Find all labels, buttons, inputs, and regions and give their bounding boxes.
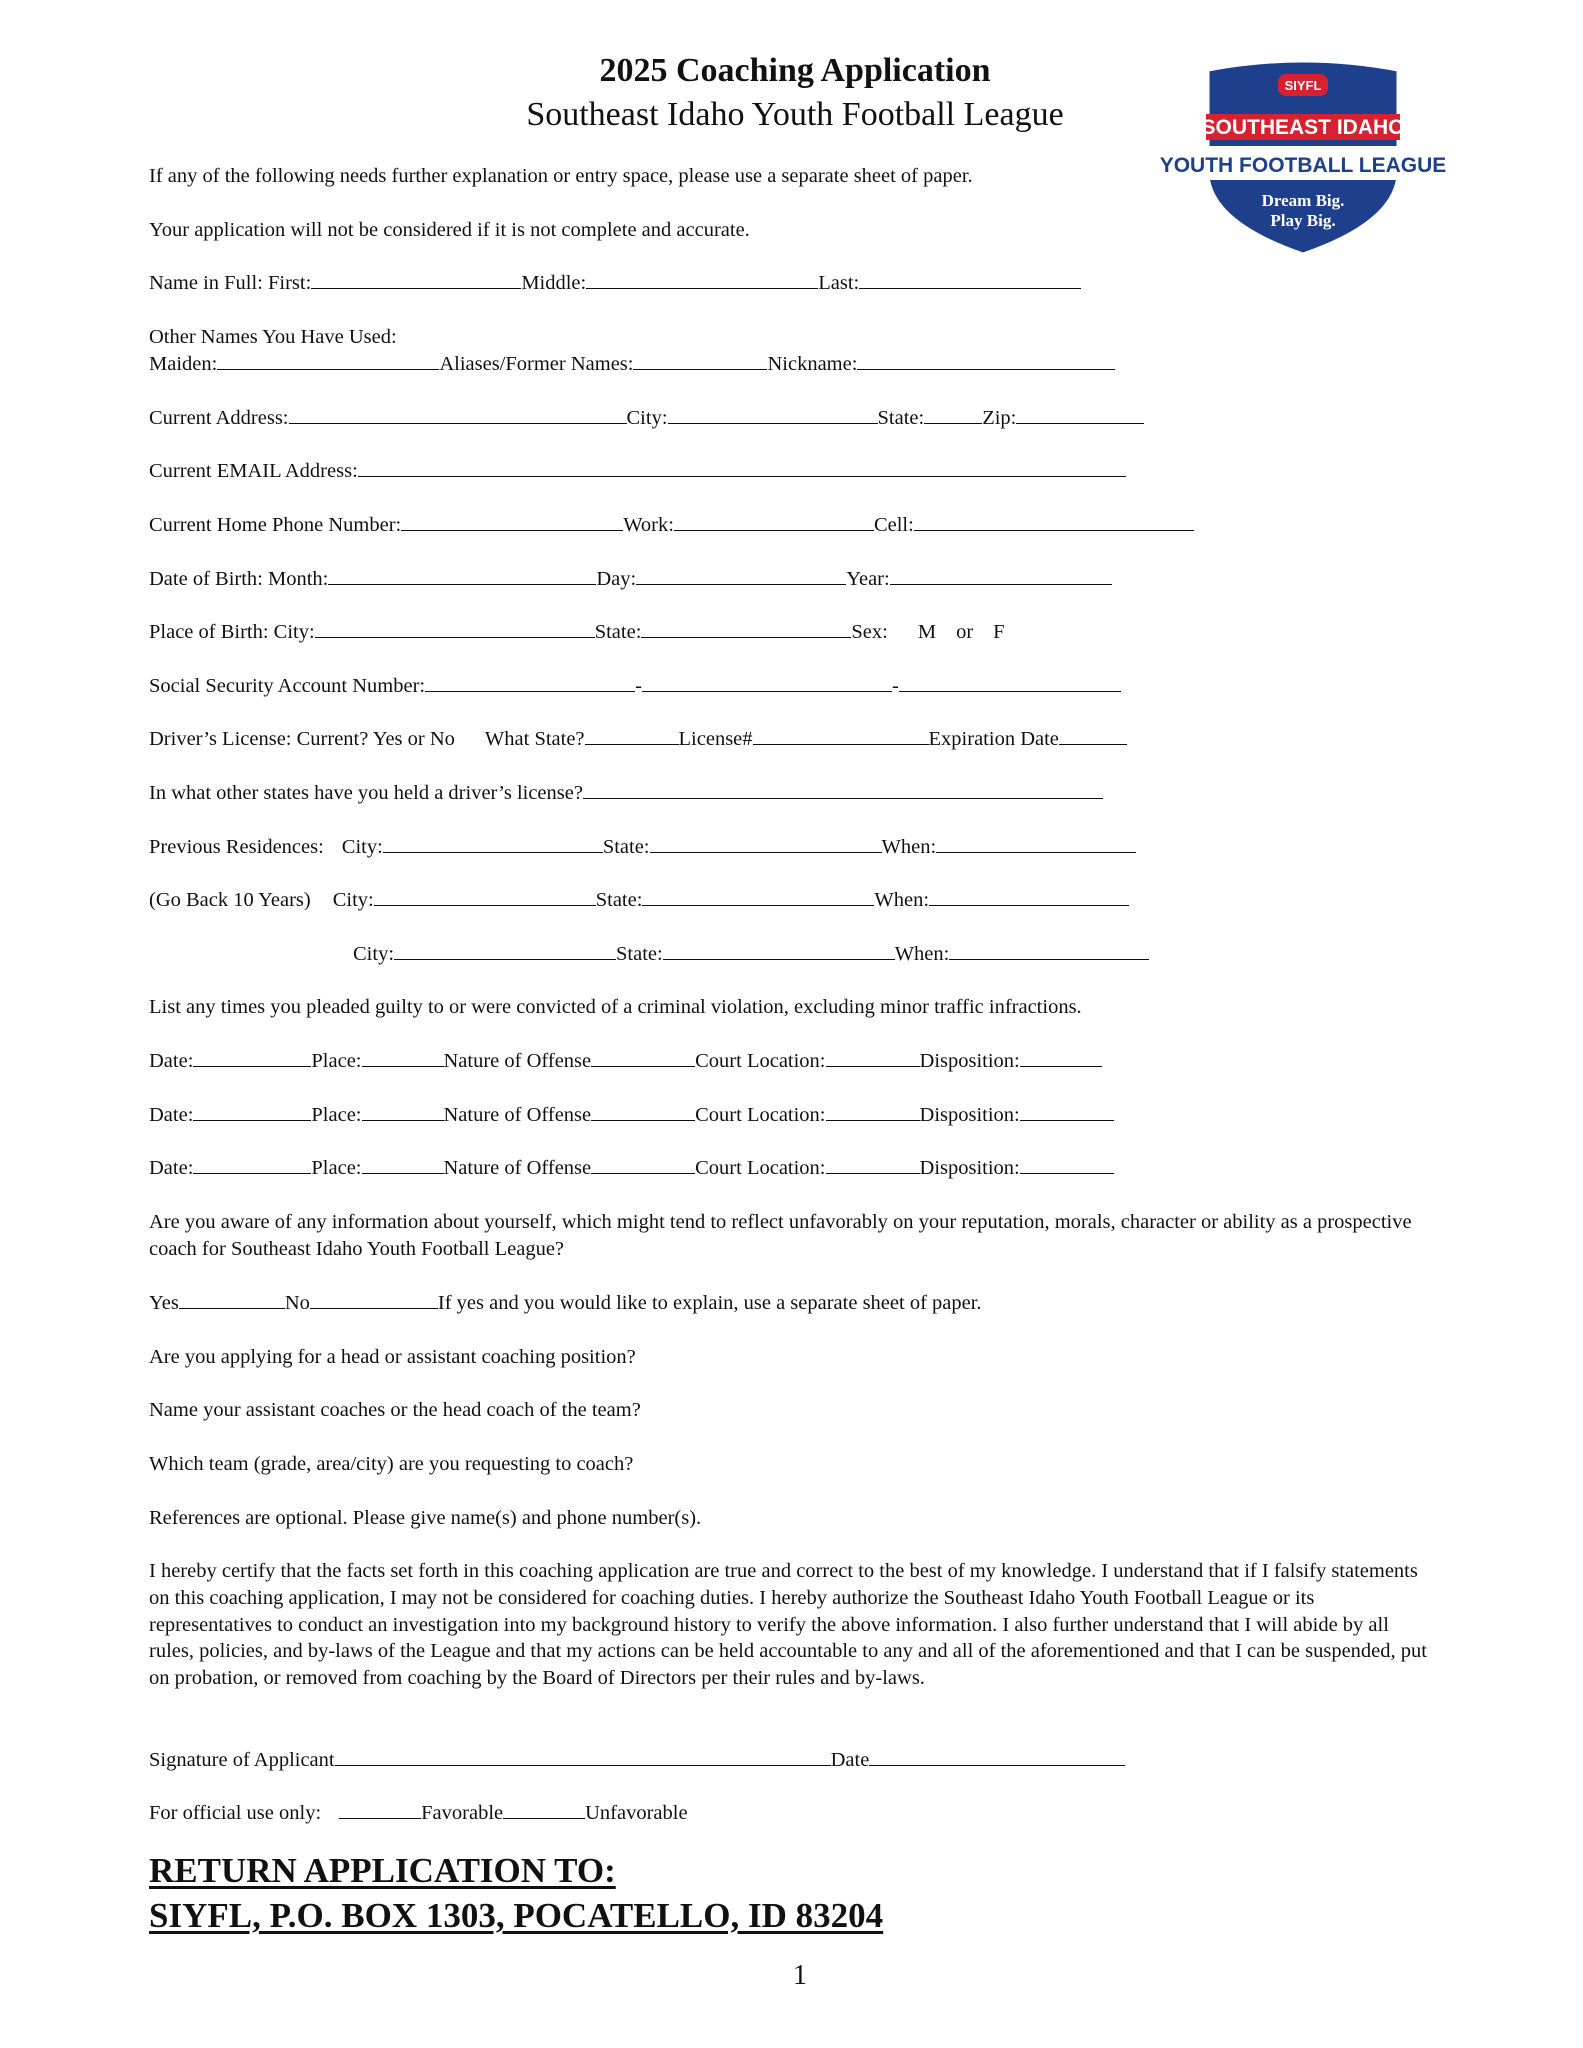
home-phone-field[interactable] [401, 512, 623, 531]
pob-state-field[interactable] [641, 619, 851, 638]
signature-date-label: Date [830, 1749, 870, 1771]
ssn-part3-field[interactable] [899, 673, 1121, 692]
pob-row [149, 619, 1005, 645]
residence-state-label-3: State: [616, 943, 663, 965]
signature-row [149, 1747, 1125, 1773]
page-subtitle: Southeast Idaho Youth Football League [526, 96, 1064, 133]
offense-place-label-2: Place: [311, 1104, 362, 1126]
residence-state-label-1: State: [602, 836, 650, 858]
ssn-dash-2: - [891, 675, 899, 697]
go-back-label: (Go Back 10 Years) [149, 889, 311, 911]
address-row [149, 405, 1144, 431]
residence-city-label-3: City: [353, 943, 395, 965]
nickname-label: Nickname: [767, 353, 858, 375]
maiden-field[interactable] [217, 351, 439, 370]
ssn-row [149, 673, 1121, 699]
other-states-row [149, 780, 1103, 806]
siyfl-logo [1159, 58, 1447, 258]
offense-date-field-2[interactable] [193, 1102, 311, 1121]
work-phone-label: Work: [623, 514, 674, 536]
maiden-label: Maiden: [149, 353, 218, 375]
criminal-prompt: List any times you pleaded guilty to or were convicted of a criminal violation, excluding minor traffic infractions. [149, 996, 1082, 1018]
middle-name-label: Middle: [521, 272, 587, 294]
offense-disposition-label-3: Disposition: [919, 1157, 1020, 1179]
sex-or: or [956, 621, 974, 643]
residence-when-field-3[interactable] [949, 941, 1149, 960]
page-title: 2025 Coaching Application [599, 52, 991, 89]
state-label: State: [877, 407, 925, 429]
offense-row-2 [149, 1102, 1114, 1128]
residence-row-2 [149, 887, 1129, 913]
signature-date-field[interactable] [869, 1747, 1125, 1766]
position-question: Are you applying for a head or assistant coaching position? [149, 1346, 636, 1368]
city-field[interactable] [668, 405, 878, 424]
offense-place-field-2[interactable] [362, 1102, 444, 1121]
residence-city-field-3[interactable] [394, 941, 616, 960]
work-phone-field[interactable] [674, 512, 874, 531]
offense-nature-field-2[interactable] [591, 1102, 695, 1121]
aware-answer-row [149, 1290, 982, 1316]
name-row [149, 270, 1081, 296]
address-field[interactable] [289, 405, 627, 424]
offense-disposition-label-2: Disposition: [919, 1104, 1020, 1126]
dob-month-field[interactable] [328, 566, 596, 585]
dob-row [149, 566, 1112, 592]
return-heading: RETURN APPLICATION TO: [149, 1851, 616, 1890]
offense-court-label-1: Court Location: [695, 1050, 826, 1072]
ssn-part1-field[interactable] [425, 673, 635, 692]
aware-no-label: No [284, 1292, 310, 1314]
dob-year-field[interactable] [890, 566, 1112, 585]
residence-when-label-2: When: [874, 889, 930, 911]
license-expiration-label: Expiration Date [928, 728, 1059, 750]
license-number-field[interactable] [753, 726, 929, 745]
nickname-field[interactable] [857, 351, 1115, 370]
ssn-part2-field[interactable] [642, 673, 892, 692]
phone-row [149, 512, 1194, 538]
favorable-field[interactable] [339, 1800, 421, 1819]
residence-city-label-2: City: [332, 889, 374, 911]
license-state-field[interactable] [585, 726, 679, 745]
middle-name-field[interactable] [586, 270, 818, 289]
residence-when-field-1[interactable] [936, 834, 1136, 853]
offense-date-field-1[interactable] [193, 1048, 311, 1067]
residence-row-3 [353, 941, 1149, 967]
logo-banner-text: SOUTHEAST IDAHO [1201, 116, 1405, 139]
dob-year-label: Year: [846, 568, 890, 590]
license-state-label: What State? [484, 728, 585, 750]
ssn-dash-1: - [635, 675, 642, 697]
prev-residences-label: Previous Residences: [149, 836, 324, 858]
intro-note-2: Your application will not be considered if it is not complete and accurate. [149, 219, 750, 241]
logo-slogan-line2: Play Big. [1270, 211, 1336, 230]
offense-nature-label-1: Nature of Offense [443, 1050, 592, 1072]
sex-label: Sex: [851, 621, 888, 643]
state-field[interactable] [924, 405, 982, 424]
aware-question: Are you aware of any information about yourself, which might tend to reflect unfavorably on your reputation, morals, character or ability as a prospective coach for Southeast Idaho Youth Football League? [149, 1211, 1412, 1260]
dob-day-field[interactable] [636, 566, 846, 585]
coaches-question: Name your assistant coaches or the head coach of the team? [149, 1399, 641, 1421]
aware-explain-text: If yes and you would like to explain, use a separate sheet of paper. [437, 1292, 982, 1314]
residence-state-field-3[interactable] [663, 941, 895, 960]
other-names-label: Other Names You Have Used: [149, 326, 397, 348]
dob-day-label: Day: [596, 568, 637, 590]
offense-place-label-3: Place: [311, 1157, 362, 1179]
page-number: 1 [793, 1960, 807, 1991]
residence-when-label-1: When: [881, 836, 937, 858]
email-label: Current EMAIL Address: [149, 460, 358, 482]
offense-court-label-2: Court Location: [695, 1104, 826, 1126]
team-question: Which team (grade, area/city) are you requesting to coach? [149, 1453, 634, 1475]
home-phone-label: Current Home Phone Number: [149, 514, 402, 536]
residence-when-label-3: When: [894, 943, 950, 965]
intro-note-1: If any of the following needs further explanation or entry space, please use a separate sheet of paper. [149, 165, 973, 187]
cell-phone-label: Cell: [873, 514, 914, 536]
pob-state-label: State: [594, 621, 642, 643]
offense-court-field-2[interactable] [826, 1102, 920, 1121]
references-question: References are optional. Please give name(s) and phone number(s). [149, 1507, 702, 1529]
aliases-label: Aliases/Former Names: [439, 353, 634, 375]
first-name-field[interactable] [311, 270, 521, 289]
offense-date-label-2: Date: [149, 1104, 194, 1126]
pob-city-label: Place of Birth: City: [149, 621, 315, 643]
offense-court-field-1[interactable] [826, 1048, 920, 1067]
offense-nature-field-3[interactable] [591, 1155, 695, 1174]
offense-place-label-1: Place: [311, 1050, 362, 1072]
other-names-row [149, 351, 1115, 377]
offense-place-field-3[interactable] [362, 1155, 444, 1174]
other-states-field[interactable] [583, 780, 1103, 799]
offense-date-field-3[interactable] [193, 1155, 311, 1174]
ssn-label: Social Security Account Number: [149, 675, 426, 697]
residence-row-1 [149, 834, 1136, 860]
logo-league-text: YOUTH FOOTBALL LEAGUE [1159, 154, 1447, 177]
offense-court-label-3: Court Location: [695, 1157, 826, 1179]
first-name-label: Name in Full: First: [149, 272, 312, 294]
offense-date-label-1: Date: [149, 1050, 194, 1072]
official-use-label: For official use only: [149, 1802, 322, 1824]
license-expiration-field[interactable] [1059, 726, 1127, 745]
license-row [149, 726, 1127, 752]
logo-slogan-line1: Dream Big. [1261, 191, 1345, 210]
email-field[interactable] [358, 458, 1126, 477]
offense-disposition-label-1: Disposition: [919, 1050, 1020, 1072]
certification-text: I hereby certify that the facts set forth in this coaching application are true and correct to the best of my knowledge. I understand that if I falsify statements on this coaching application, I may not be considered for coaching duties. I hereby authorize the Southeast Idaho Youth Football League or its representatives to conduct an investigation into my background history to verify the above information. I also further understand that I will abide by all rules, policies, and by-laws of the League and that my actions can be held accountable to any and all of the aforementioned and that I can be suspended, put on probation, or removed from coaching by the Board of Directors per their rules and by-laws. [149, 1560, 1427, 1690]
signature-label: Signature of Applicant [149, 1749, 335, 1771]
aware-no-field[interactable] [310, 1290, 438, 1309]
other-states-label: In what other states have you held a driver’s license? [149, 782, 583, 804]
favorable-label: Favorable [421, 1802, 504, 1824]
signature-field[interactable] [335, 1747, 831, 1766]
license-number-label: License# [678, 728, 753, 750]
city-label: City: [626, 407, 668, 429]
offense-disposition-field-2[interactable] [1020, 1102, 1114, 1121]
residence-city-field-1[interactable] [383, 834, 603, 853]
zip-field[interactable] [1016, 405, 1144, 424]
offense-row-3 [149, 1155, 1114, 1181]
license-current-label: Driver’s License: Current? Yes or No [149, 728, 455, 750]
last-name-field[interactable] [859, 270, 1081, 289]
sex-m-option[interactable]: M [917, 621, 937, 643]
aware-yes-label: Yes [149, 1292, 179, 1314]
logo-badge-text: SIYFL [1284, 78, 1322, 93]
dob-month-label: Date of Birth: Month: [149, 568, 329, 590]
residence-city-field-2[interactable] [374, 887, 596, 906]
unfavorable-label: Unfavorable [585, 1802, 688, 1824]
aware-yes-field[interactable] [179, 1290, 285, 1309]
residence-city-label-1: City: [341, 836, 383, 858]
residence-when-field-2[interactable] [929, 887, 1129, 906]
email-row [149, 458, 1126, 484]
residence-state-field-2[interactable] [642, 887, 874, 906]
offense-nature-label-3: Nature of Offense [443, 1157, 592, 1179]
offense-court-field-3[interactable] [826, 1155, 920, 1174]
address-label: Current Address: [149, 407, 289, 429]
pob-city-field[interactable] [315, 619, 595, 638]
offense-disposition-field-1[interactable] [1020, 1048, 1102, 1067]
last-name-label: Last: [818, 272, 860, 294]
residence-state-label-2: State: [595, 889, 643, 911]
offense-nature-label-2: Nature of Offense [443, 1104, 592, 1126]
official-use-row [149, 1800, 688, 1826]
offense-row-1 [149, 1048, 1102, 1074]
cell-phone-field[interactable] [914, 512, 1194, 531]
sex-f-option[interactable]: F [993, 621, 1005, 643]
residence-state-field-1[interactable] [650, 834, 882, 853]
offense-place-field-1[interactable] [362, 1048, 444, 1067]
offense-date-label-3: Date: [149, 1157, 194, 1179]
aliases-field[interactable] [633, 351, 767, 370]
offense-nature-field-1[interactable] [591, 1048, 695, 1067]
offense-disposition-field-3[interactable] [1020, 1155, 1114, 1174]
return-address: SIYFL, P.O. BOX 1303, POCATELLO, ID 83204 [149, 1896, 884, 1935]
unfavorable-field[interactable] [503, 1800, 585, 1819]
zip-label: Zip: [982, 407, 1017, 429]
